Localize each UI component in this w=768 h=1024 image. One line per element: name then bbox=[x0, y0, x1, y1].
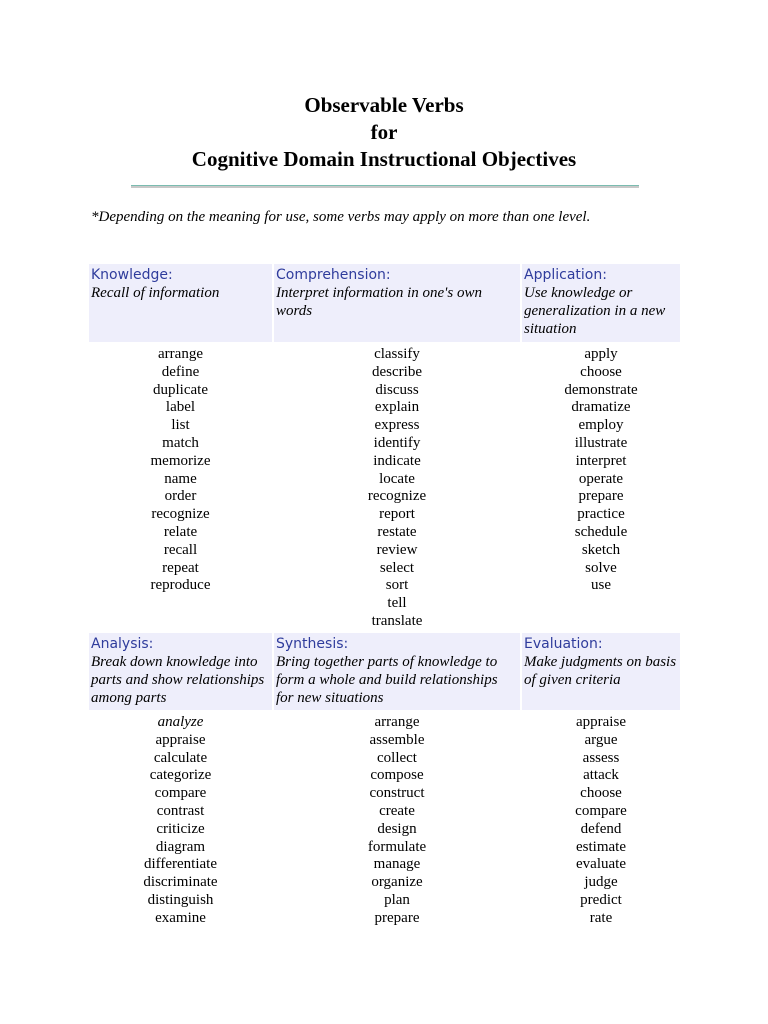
verb-item: assess bbox=[582, 749, 620, 766]
category-name: Application: bbox=[524, 267, 607, 283]
document-title bbox=[0, 92, 768, 173]
analysis-header bbox=[89, 633, 272, 710]
evaluation-header bbox=[522, 633, 680, 710]
verb-item: translate bbox=[371, 612, 423, 629]
category-description: Recall of information bbox=[91, 285, 220, 301]
verb-item: rate bbox=[589, 909, 613, 926]
synthesis-header bbox=[274, 633, 520, 710]
verb-item: list bbox=[171, 417, 190, 434]
verb-item: relate bbox=[163, 523, 198, 540]
verb-item: diagram bbox=[155, 838, 206, 855]
verb-item: compare bbox=[575, 802, 627, 819]
verb-item: employ bbox=[578, 417, 624, 434]
verb-item: indicate bbox=[373, 452, 421, 469]
verb-item: classify bbox=[374, 346, 420, 362]
verb-item: formulate bbox=[367, 838, 427, 855]
verb-item: report bbox=[379, 506, 415, 523]
row2-verbs-row bbox=[89, 711, 680, 928]
verb-item: choose bbox=[580, 785, 622, 802]
verb-item: demonstrate bbox=[564, 381, 638, 398]
verb-item: compose bbox=[370, 767, 424, 784]
verb-item: prepare bbox=[578, 488, 624, 505]
category-name: Synthesis: bbox=[276, 636, 349, 652]
verb-item: describe bbox=[372, 363, 422, 380]
verb-item: sketch bbox=[581, 541, 621, 558]
verb-item: identify bbox=[373, 434, 421, 451]
verb-item: dramatize bbox=[571, 399, 631, 416]
knowledge-verb-list bbox=[89, 343, 272, 631]
verb-item: recall bbox=[163, 541, 198, 558]
row1-header-row bbox=[89, 264, 680, 342]
verb-item: review bbox=[376, 541, 418, 558]
category-description: Interpret information in one's own words bbox=[276, 285, 482, 319]
verb-item: categorize bbox=[149, 767, 212, 784]
knowledge-header bbox=[89, 264, 272, 342]
comprehension-header bbox=[274, 264, 520, 342]
category-name: Evaluation: bbox=[524, 636, 603, 652]
verb-item: sort bbox=[385, 577, 409, 594]
verb-item: compare bbox=[154, 785, 207, 802]
verb-item: practice bbox=[577, 506, 625, 523]
verb-item: organize bbox=[371, 874, 423, 891]
verb-item: use bbox=[591, 577, 611, 594]
analysis-verb-list bbox=[89, 711, 272, 928]
verb-item: apply bbox=[584, 346, 618, 362]
category-description: Bring together parts of knowledge to form a whole and build relationships for new situations bbox=[276, 654, 498, 706]
verb-item: arrange bbox=[158, 346, 203, 362]
verb-item: prepare bbox=[374, 909, 420, 926]
comprehension-verb-list bbox=[274, 343, 520, 631]
verb-item: illustrate bbox=[574, 434, 628, 451]
verb-item: create bbox=[379, 802, 415, 819]
verb-item: locate bbox=[379, 470, 415, 487]
verb-item: explain bbox=[374, 399, 420, 416]
category-name: Comprehension: bbox=[276, 267, 391, 283]
verb-item: evaluate bbox=[576, 856, 626, 873]
verb-item: examine bbox=[155, 909, 206, 926]
category-description: Break down knowledge into parts and show relationships among parts bbox=[91, 654, 265, 706]
verb-item: order bbox=[164, 488, 197, 505]
verb-item: solve bbox=[585, 559, 617, 576]
verb-item: assemble bbox=[369, 731, 425, 748]
verb-item: predict bbox=[580, 891, 622, 908]
verb-item: attack bbox=[583, 767, 619, 784]
title-line-1: Observable Verbs bbox=[304, 93, 464, 117]
verb-item: design bbox=[377, 820, 417, 837]
application-header bbox=[522, 264, 680, 342]
category-description: Make judgments on basis of given criteria bbox=[524, 654, 677, 688]
verb-item: recognize bbox=[367, 488, 427, 505]
evaluation-verb-list bbox=[522, 711, 680, 928]
verb-item: appraise bbox=[576, 714, 626, 730]
category-name: Knowledge: bbox=[91, 267, 173, 283]
verb-item: label bbox=[165, 399, 196, 416]
verb-item: repeat bbox=[162, 559, 199, 576]
verb-item: define bbox=[161, 363, 200, 380]
verb-item: recognize bbox=[151, 506, 210, 523]
verb-item: memorize bbox=[150, 452, 211, 469]
verb-item: interpret bbox=[575, 452, 627, 469]
verb-item: judge bbox=[584, 874, 618, 891]
verb-item: analyze bbox=[157, 714, 204, 730]
verb-item: differentiate bbox=[143, 856, 217, 873]
title-divider bbox=[131, 185, 639, 188]
verb-item: collect bbox=[377, 749, 417, 766]
title-line-3: Cognitive Domain Instructional Objectives bbox=[191, 147, 577, 171]
verb-item: discuss bbox=[375, 381, 419, 398]
verb-item: select bbox=[379, 559, 415, 576]
verb-item: estimate bbox=[576, 838, 626, 855]
verb-item: operate bbox=[578, 470, 624, 487]
row2-header-row bbox=[89, 633, 680, 710]
verb-item: schedule bbox=[574, 523, 628, 540]
verb-item: restate bbox=[377, 523, 417, 540]
verb-item: contrast bbox=[156, 802, 205, 819]
verb-item: distinguish bbox=[147, 891, 214, 908]
verb-item: construct bbox=[369, 785, 425, 802]
verb-item: plan bbox=[384, 891, 410, 908]
verb-item: duplicate bbox=[153, 381, 208, 398]
application-verb-list bbox=[522, 343, 680, 631]
verb-item: appraise bbox=[155, 731, 206, 748]
verb-item: choose bbox=[580, 363, 622, 380]
category-name: Analysis: bbox=[91, 636, 154, 652]
verb-item: manage bbox=[373, 856, 421, 873]
verb-item: match bbox=[162, 434, 199, 451]
usage-note: *Depending on the meaning for use, some verbs may apply on more than one level. bbox=[91, 209, 591, 225]
verb-item: criticize bbox=[156, 820, 205, 837]
category-description: Use knowledge or generalization in a new situation bbox=[524, 285, 666, 337]
verb-item: calculate bbox=[153, 749, 208, 766]
title-line-2: for bbox=[370, 120, 398, 144]
verb-item: reproduce bbox=[150, 577, 211, 594]
synthesis-verb-list bbox=[274, 711, 520, 928]
verb-item: discriminate bbox=[143, 874, 218, 891]
verb-item: name bbox=[164, 470, 197, 487]
row1-verbs-row bbox=[89, 343, 680, 631]
verb-item: arrange bbox=[374, 714, 420, 730]
verb-item: express bbox=[374, 417, 420, 434]
verb-item: tell bbox=[387, 595, 407, 612]
verb-item: argue bbox=[584, 731, 618, 748]
verb-item: defend bbox=[580, 820, 622, 837]
